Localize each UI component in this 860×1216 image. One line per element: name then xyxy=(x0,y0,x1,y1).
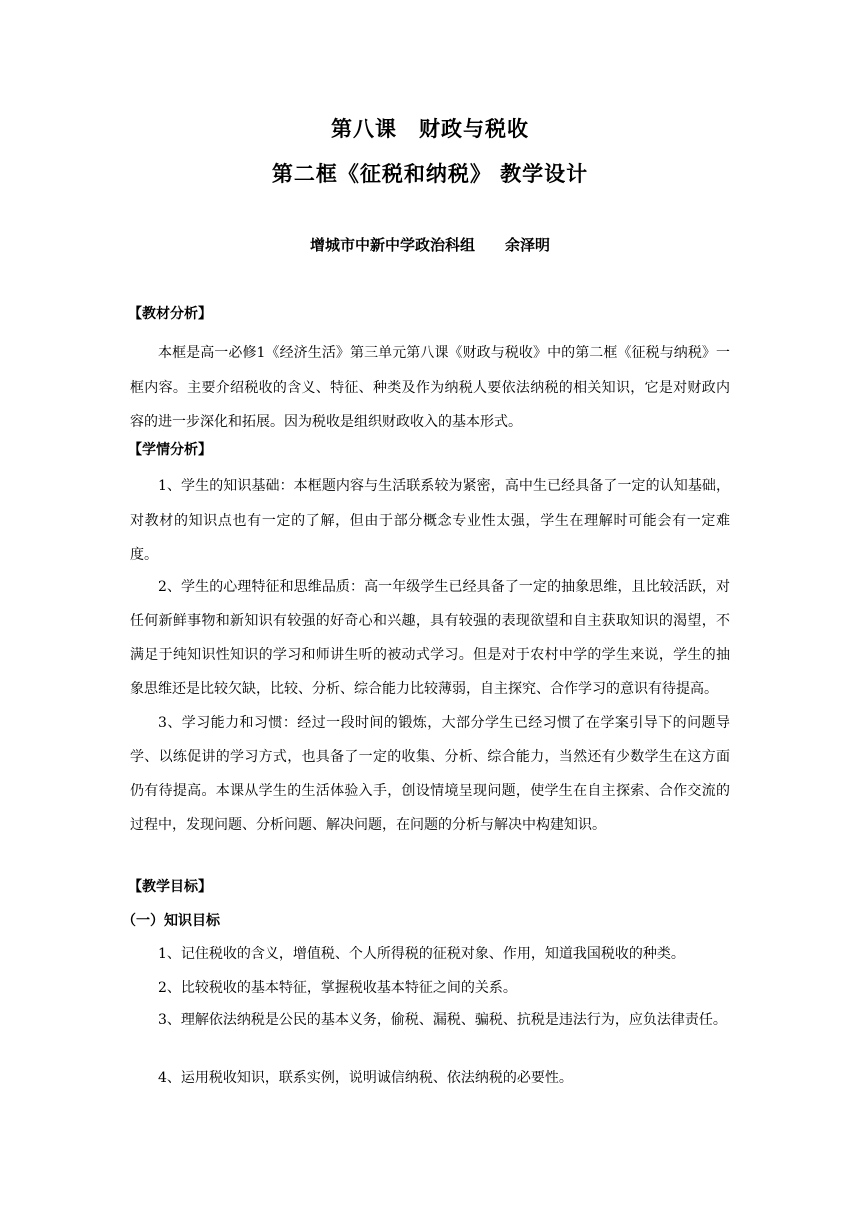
lesson-subtitle: 第二框《征税和纳税》 教学设计 xyxy=(271,161,589,186)
goal-item-4: 4、运用税收知识，联系实例，说明诚信纳税、依法纳税的必要性。 xyxy=(158,1070,573,1086)
students-paragraph-2: 2、学生的心理特征和思维品质：高一年级学生已经具备了一定的抽象思维，且比较活跃，对任何新鲜事物和新知识有较强的好奇心和兴趣，具有较强的表现欲望和自主获取知识的渴望，不满足于纯知识性知识的学习和师讲生听的被动式学习。但是对于农村中学的学生来说，学生的抽象思维还是比较欠缺，比较、分析、综合能力比较薄弱，自主探究、合作学习的意识有待提高。 xyxy=(130,579,730,697)
section-heading-goals: 【教学目标】 xyxy=(128,879,212,895)
author-line: 增城市中新中学政治科组 余泽明 xyxy=(309,236,550,254)
goal-item-1: 1、记住税收的含义，增值税、个人所得税的征税对象、作用，知道我国税收的种类。 xyxy=(158,946,685,962)
goal-item-2: 2、比较税收的基本特征，掌握税收基本特征之间的关系。 xyxy=(158,980,517,996)
material-paragraph: 本框是高一必修1《经济生活》第三单元第八课《财政与税收》中的第二框《征税与纳税》一框内容。主要介绍税收的含义、特征、种类及作为纳税人要依法纳税的相关知识，它是对财政内容的进一步深化和拓展。因为税收是组织财政收入的基本形式。 xyxy=(130,345,730,430)
knowledge-goals-heading: （一）知识目标 xyxy=(122,913,220,929)
section-heading-material: 【教材分析】 xyxy=(128,306,212,322)
section-heading-students: 【学情分析】 xyxy=(128,442,212,458)
lesson-title: 第八课 财政与税收 xyxy=(331,116,529,141)
students-paragraph-3: 3、学习能力和习惯：经过一段时间的锻炼，大部分学生已经习惯了在学案引导下的问题导学、以练促讲的学习方式，也具备了一定的收集、分析、综合能力，当然还有少数学生在这方面仍有待提高。本课从学生的生活体验入手，创设情境呈现问题，使学生在自主探索、合作交流的过程中，发现问题、分析问题、解决问题，在问题的分析与解决中构建知识。 xyxy=(130,715,730,833)
students-paragraph-1: 1、学生的知识基础：本框题内容与生活联系较为紧密，高中生已经具备了一定的认知基础，对教材的知识点也有一定的了解，但由于部分概念专业性太强，学生在理解时可能会有一定难度。 xyxy=(130,478,730,563)
goal-item-3: 3、理解依法纳税是公民的基本义务，偷税、漏税、骗税、抗税是违法行为，应负法律责任。 xyxy=(158,1012,727,1028)
